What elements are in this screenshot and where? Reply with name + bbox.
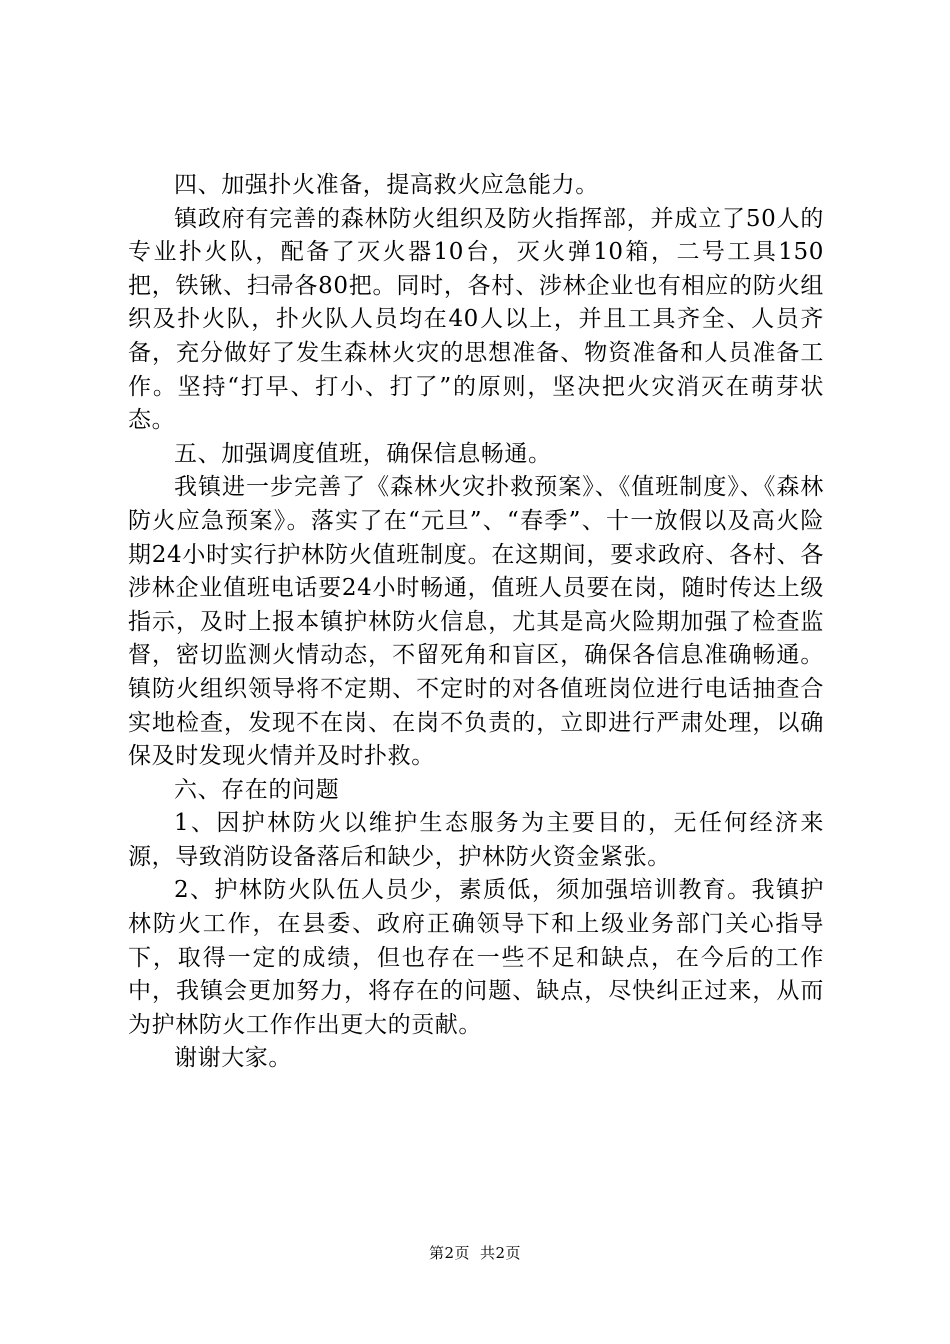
section-heading-4: 四、加强扑火准备，提高救火应急能力。 [174,172,599,198]
total-pages: 共2页 [480,1244,522,1262]
list-item: 1、因护林防火以维护生态服务为主要目的，无任何经济来源，导致消防设备落后和缺少，护林防火资金紧张。 [128,810,824,870]
closing-remark: 谢谢大家。 [174,1045,292,1072]
page-number: 第2页 [428,1244,470,1262]
list-item: 2、护林防火队伍人员少，素质低，须加强培训教育。我镇护林防火工作，在县委、政府正确领导下和上级业务部门关心指导下，取得一定的成绩，但也存在一些不足和缺点，在今后的工作中，我镇会更加努力，将存在的问题、缺点，尽快纠正过来，从而为护林防火工作作出更大的贡献。 [128,877,824,1038]
paragraph: 我镇进一步完善了《森林火灾扑救预案》、《值班制度》、《森林防火应急预案》。落实了在“元旦”、“春季”、十一放假以及高火险期24小时实行护林防火值班制度。在这期间，要求政府、各村、各涉林企业值班电话要24小时畅通，值班人员要在岗，随时传达上级指示，及时上报本镇护林防火信息，尤其是高火险期加强了检查监督，密切监测火情动态，不留死角和盲区，确保各信息准确畅通。镇防火组织领导将不定期、不定时的对各值班岗位进行电话抽查合实地检查，发现不在岗、在岗不负责的，立即进行严肃处理，以确保及时发现火情并及时扑救。 [128,474,824,770]
section-heading-6: 六、存在的问题 [174,776,340,803]
section-heading-5: 五、加强调度值班，确保信息畅通。 [174,440,552,467]
paragraph: 镇政府有完善的森林防火组织及防火指挥部，并成立了50人的专业扑火队，配备了灭火器10台，灭火弹10箱，二号工具150把，铁锹、扫帚各80把。同时，各村、涉林企业也有相应的防火组织及扑火队，扑火队人员均在40人以上，并且工具齐全、人员齐备，充分做好了发生森林火灾的思想准备、物资准备和人员准备工作。坚持“打早、打小、打了”的原则，坚决把火灾消灭在萌芽状态。 [128,205,824,434]
page-footer [0,1243,950,1263]
document-body [128,169,824,1076]
